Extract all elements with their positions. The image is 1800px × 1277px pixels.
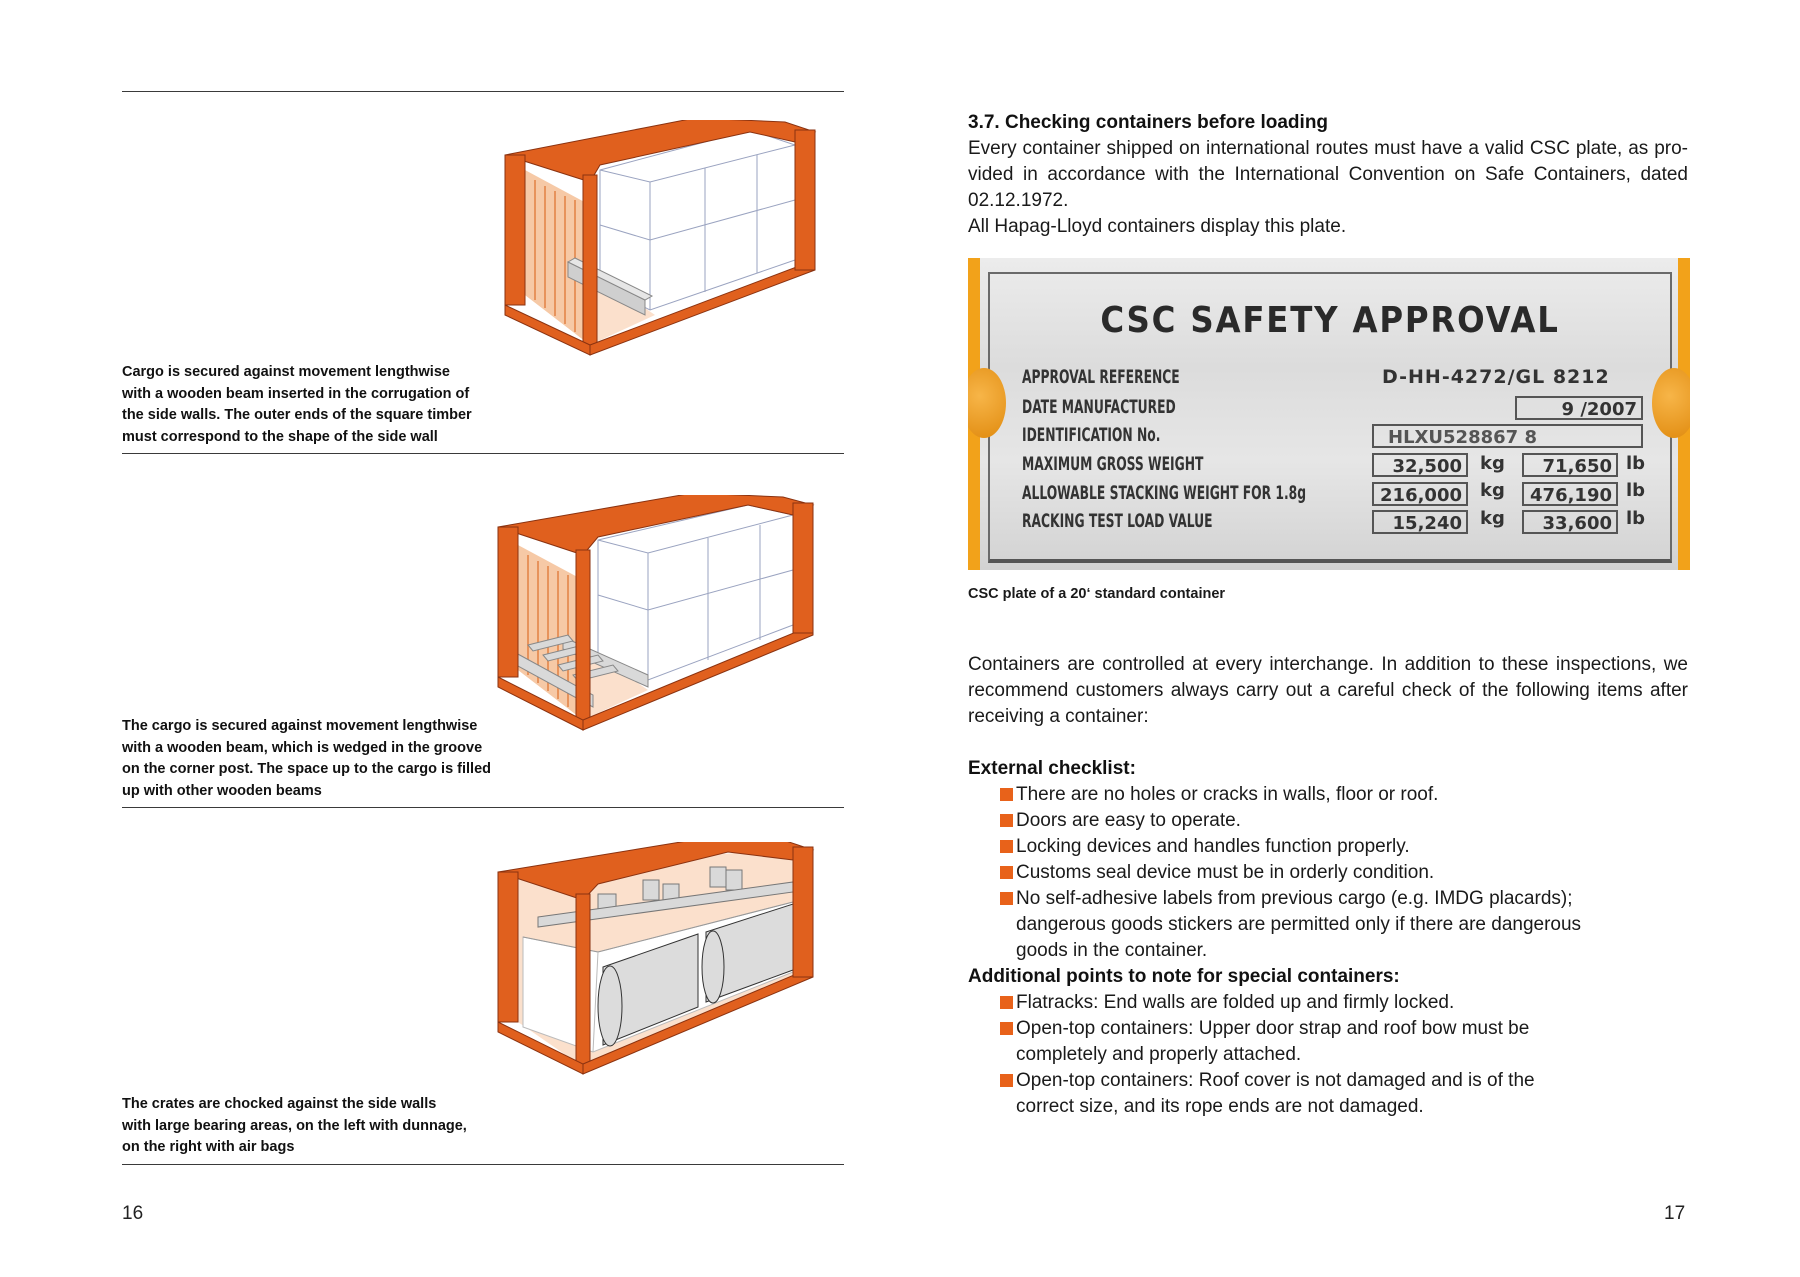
- special-containers-heading: Additional points to note for special containers:: [968, 966, 1400, 987]
- plate-stacking-kg: 216,000: [1372, 482, 1468, 506]
- plate-value-identification: HLXU528867 8: [1372, 424, 1643, 448]
- special-item: Flatracks: End walls are folded up and firmly locked.: [968, 990, 1688, 1016]
- section-title: 3.7. Checking containers before loading: [968, 112, 1329, 133]
- square-bullet-icon: [1000, 788, 1013, 801]
- plate-label-racking: RACKING TEST LOAD VALUE: [1022, 510, 1213, 532]
- checklist-item: There are no holes or cracks in walls, floor or roof.: [968, 782, 1688, 808]
- inspection-paragraph: Containers are controlled at every interchange. In addition to these inspections, we recommend customers always carry out a careful check of the following items after receiving a container:: [968, 654, 1688, 727]
- plate-max-gross-kg: 32,500: [1372, 453, 1468, 477]
- square-bullet-icon: [1000, 996, 1013, 1009]
- page-number-left: 16: [122, 1203, 144, 1224]
- checklist-item: No self-adhesive labels from previous cargo (e.g. IMDG placards); dangerous goods stickers are permitted only if there are dangerous goods in the container.: [968, 886, 1688, 964]
- square-bullet-icon: [1000, 892, 1013, 905]
- checklist-item: Customs seal device must be in orderly condition.: [968, 860, 1688, 886]
- plate-label-date: DATE MANUFACTURED: [1022, 396, 1176, 418]
- plate-racking-kg: 15,240: [1372, 510, 1468, 534]
- external-checklist-heading: External checklist:: [968, 758, 1136, 779]
- figure-3-rule: [122, 1164, 844, 1165]
- weld-right: [1652, 368, 1690, 438]
- square-bullet-icon: [1000, 866, 1013, 879]
- plate-racking-lb: 33,600: [1522, 510, 1618, 534]
- square-bullet-icon: [1000, 814, 1013, 827]
- container-illustration-3: [488, 842, 823, 1082]
- square-bullet-icon: [1000, 1074, 1013, 1087]
- page-number-right: 17: [1664, 1203, 1686, 1224]
- external-checklist: [968, 756, 1688, 1120]
- plate-label-stacking: ALLOWABLE STACKING WEIGHT FOR 1.8g: [1022, 482, 1307, 504]
- container-illustration-1: [495, 120, 830, 360]
- plate-max-gross-lb: 71,650: [1522, 453, 1618, 477]
- plate-label-identification: IDENTIFICATION No.: [1022, 424, 1161, 446]
- plate-value-date: 9 /2007: [1515, 396, 1643, 420]
- top-rule: [122, 91, 844, 92]
- plate-caption: CSC plate of a 20‘ standard container: [968, 586, 1226, 602]
- square-bullet-icon: [1000, 840, 1013, 853]
- plate-title: CSC SAFETY APPROVAL: [1100, 300, 1560, 341]
- checklist-item: Doors are easy to operate.: [968, 808, 1688, 834]
- figure-1-caption: Cargo is secured against movement lengthwise with a wooden beam inserted in the corrugation of the side walls. The outer ends of the square timber must correspond to the shape of the side wall: [122, 364, 472, 445]
- intro-note: All Hapag-Lloyd containers display this plate.: [968, 216, 1347, 237]
- figure-1-rule: [122, 453, 844, 454]
- plate-label-max-gross: MAXIMUM GROSS WEIGHT: [1022, 453, 1204, 475]
- plate-stacking-lb: 476,190: [1522, 482, 1618, 506]
- container-illustration-2: [488, 495, 823, 735]
- intro-line-1: Every container shipped on international routes must have a valid CSC plate, as pro-: [968, 138, 1688, 159]
- plate-value-approval: D-HH-4272/GL 8212: [1382, 366, 1610, 388]
- plate-label-approval: APPROVAL REFERENCE: [1022, 366, 1180, 388]
- special-item: Open-top containers: Roof cover is not damaged and is of the correct size, and its rope ends are not damaged.: [968, 1068, 1688, 1120]
- square-bullet-icon: [1000, 1022, 1013, 1035]
- checklist-item: Locking devices and handles function properly.: [968, 834, 1688, 860]
- csc-plate-photo: [968, 258, 1690, 570]
- special-item: Open-top containers: Upper door strap and roof bow must be completely and properly attached.: [968, 1016, 1688, 1068]
- figure-2-rule: [122, 807, 844, 808]
- intro-line-2: vided in accordance with the International Convention on Safe Containers, dated: [968, 164, 1688, 185]
- csc-plate: CSC SAFETY APPROVAL APPROVAL REFERENCE D-HH-4272/GL 8212 DATE MANUFACTURED 9 /2007 IDENTIFICATION No. HLXU528867 8 MAXIMUM GROSS WEIGHT 32,500 kg 71,650 lb ALLOWABLE STACKING WEIGHT FOR 1.8g 216,000 kg 476,190 lb RACKING TEST LOAD VALUE 15,240 kg 33,600 lb: [980, 258, 1678, 570]
- figure-2-caption: The cargo is secured against movement lengthwise with a wooden beam, which is wedged in the groove on the corner post. The space up to the cargo is filled up with other wooden beams: [122, 718, 491, 799]
- intro-line-3: 02.12.1972.: [968, 190, 1069, 211]
- section-intro: [968, 110, 1688, 240]
- figure-3-caption: The crates are chocked against the side walls with large bearing areas, on the left with dunnage, on the right with air bags: [122, 1096, 467, 1155]
